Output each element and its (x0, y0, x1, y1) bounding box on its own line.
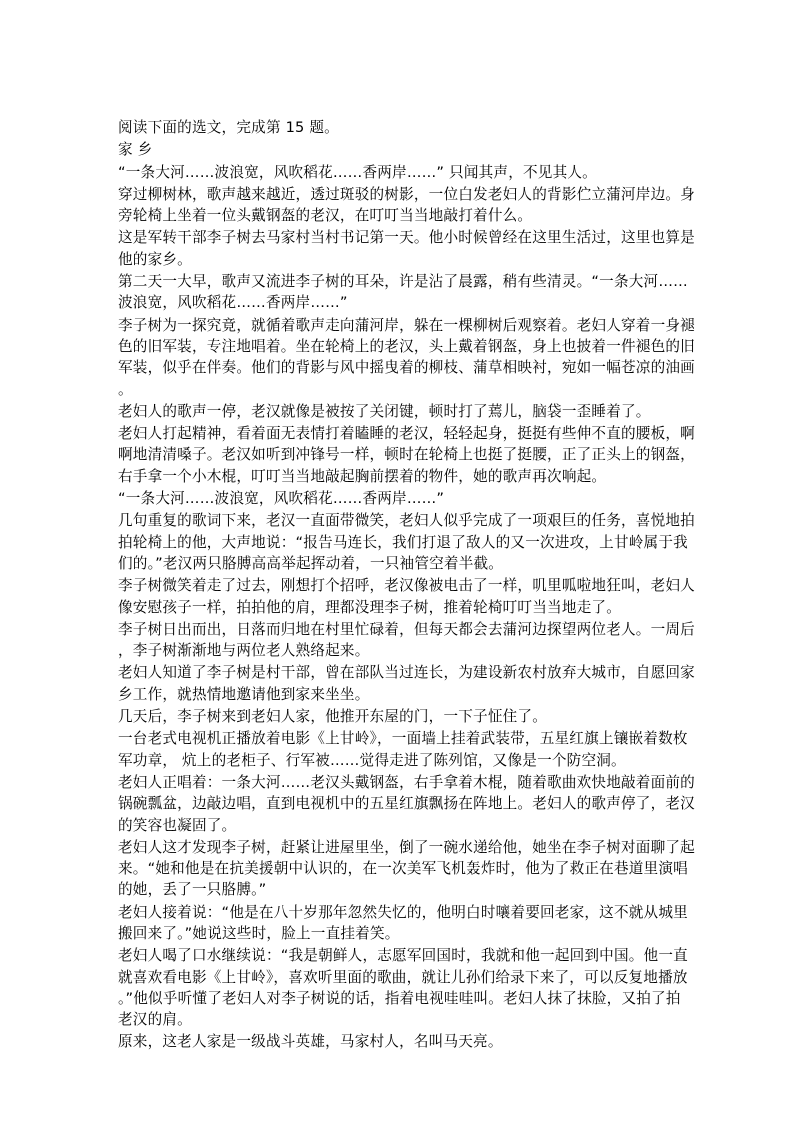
paragraph (118, 902, 688, 945)
paragraph-line: 。 (118, 380, 133, 398)
paragraph-line: 啊地清清嗓子。老汉如听到冲锋号一样，顿时在轮椅上也挺了挺腰，正了正头上的钢盔， (118, 446, 695, 464)
paragraph-line: 拍轮椅上的他，大声地说：“报告马连长，我们打退了敌人的又一次进攻，上甘岭属于我 (118, 533, 688, 551)
paragraph (118, 423, 695, 487)
paragraph-line: 第二天一大早，歌声又流进李子树的耳朵，许是沾了晨露，稍有些清灵。“一条大河…… (118, 273, 688, 291)
paragraph-line: 李子树日出而出，日落而归地在村里忙碌着，但每天都会去蒲河边探望两位老人。一周后 (118, 620, 695, 638)
paragraph-line: 他的家乡。 (118, 250, 192, 268)
paragraph-line: “一条大河……波浪宽，风吹稻花……香两岸……” (118, 490, 445, 508)
paragraph-line: 老汉的肩。 (118, 1011, 192, 1029)
paragraph-line: 军功章， 炕上的老柜子、行军被……觉得走进了陈列馆，又像是一个防空洞。 (118, 751, 626, 769)
paragraph (118, 619, 695, 662)
paragraph-line: 波浪宽，风吹稻花……香两岸……” (118, 294, 348, 312)
instruction (118, 117, 688, 138)
paragraph-line: 搬回来了。”她说这些时，脸上一直挂着笑。 (118, 924, 400, 942)
paragraph-line: 几天后，李子树来到老妇人家，他推开东屋的门，一下子怔住了。 (118, 708, 548, 726)
paragraph-line: 这是军转干部李子树去马家村当村书记第一天。他小时候曾经在这里生活过，这里也算是 (118, 229, 695, 247)
paragraph-line: 锅碗瓢盆，边敲边唱，直到电视机中的五星红旗飘扬在阵地上。老妇人的歌声停了，老汉 (118, 795, 695, 813)
paragraph (118, 662, 695, 705)
paragraph (118, 162, 688, 183)
paragraph-line: 色的旧军装，专注地唱着。坐在轮椅上的老汉，头上戴着钢盔，身上也披着一件褪色的旧 (118, 337, 695, 355)
article-title-text: 家 乡 (118, 141, 153, 159)
paragraph (118, 271, 688, 314)
paragraph-line: 的她，丢了一只胳膊。” (118, 881, 267, 899)
paragraph (118, 184, 695, 227)
paragraph-line: 老妇人这才发现李子树，赶紧让进屋里坐，倒了一碗水递给他，她坐在李子树对面聊了起 (118, 838, 695, 856)
paragraph-line: 军装，似乎在伴奏。他们的背影与风中摇曳着的柳枝、蒲草相映衬，宛如一幅苍凉的油画 (118, 359, 695, 377)
paragraph (118, 837, 695, 901)
article-title (118, 139, 688, 160)
paragraph-line: 原来，这老人家是一级战斗英雄，马家村人，名叫马天亮。 (118, 1033, 503, 1051)
paragraph-line: 。”他似乎听懂了老妇人对李子树说的话，指着电视哇哇叫。老妇人抹了抹脸，又拍了拍 (118, 989, 681, 1007)
paragraph (118, 945, 688, 1030)
paragraph-line: 就喜欢看电影《上甘岭》，喜欢听里面的歌曲，就让儿孙们给录下来了，可以反复地播放 (118, 968, 688, 986)
paragraph-line: 的笑容也凝固了。 (118, 816, 237, 834)
paragraph (118, 728, 688, 771)
paragraph-line: 老妇人知道了李子树是村干部，曾在部队当过连长，为建设新农村放弃大城市，自愿回家 (118, 664, 695, 682)
paragraph (118, 227, 695, 270)
paragraph-line: 老妇人打起精神，看着面无表情打着瞌睡的老汉，轻轻起身，挺挺有些伸不直的腰板，啊 (118, 425, 695, 443)
instruction-text: 阅读下面的选文，完成第 15 题。 (118, 119, 339, 136)
paragraph-line: 老妇人的歌声一停，老汉就像是被按了关闭键，顿时打了蔫儿，脑袋一歪睡着了。 (118, 402, 651, 420)
paragraph (118, 488, 688, 509)
paragraph-line: “一条大河……波浪宽，风吹稻花……香两岸……” 只闻其声，不见其人。 (118, 163, 597, 181)
paragraph-line: 老妇人接着说：“他是在八十岁那年忽然失忆的，他明白时嚷着要回老家，这不就从城里 (118, 903, 688, 921)
paragraph-line: 几句重复的歌词下来，老汉一直面带微笑，老妇人似乎完成了一项艰巨的任务，喜悦地拍 (118, 512, 695, 530)
article-paragraphs (118, 162, 695, 1053)
paragraph (118, 401, 688, 422)
paragraph (118, 1031, 688, 1052)
paragraph-line: 乡工作，就热情地邀请他到家来坐坐。 (118, 685, 370, 703)
paragraph (118, 706, 688, 727)
paragraph (118, 510, 695, 574)
paragraph-line: 旁轮椅上坐着一位头戴钢盔的老汉，在叮叮当当地敲打着什么。 (118, 207, 533, 225)
paragraph-line: 们的。”老汉两只胳膊高高举起挥动着，一只袖管空着半截。 (118, 554, 504, 572)
paragraph-line: 来。“她和他是在抗美援朝中认识的，在一次美军飞机轰炸时，他为了救正在巷道里演唱 (118, 860, 688, 878)
paragraph (118, 575, 695, 618)
paragraph-line: 一台老式电视机正播放着电影《上甘岭》，一面墙上挂着武装带，五星红旗上镶嵌着数枚 (118, 730, 688, 748)
paragraph-line: 老妇人正唱着：一条大河……老汉头戴钢盔，右手拿着木棍，随着歌曲欢快地敲着面前的 (118, 773, 695, 791)
document-body (118, 117, 695, 1054)
paragraph-line: 李子树微笑着走了过去，刚想打个招呼，老汉像被电击了一样，叽里呱啦地狂叫，老妇人 (118, 577, 695, 595)
paragraph-line: 穿过柳树林，歌声越来越近，透过斑驳的树影，一位白发老妇人的背影伫立蒲河岸边。身 (118, 185, 695, 203)
paragraph-line: 老妇人喝了口水继续说：“我是朝鲜人，志愿军回国时，我就和他一起回到中国。他一直 (118, 947, 688, 965)
paragraph-line: ，李子树渐渐地与两位老人熟络起来。 (118, 642, 370, 660)
paragraph (118, 315, 695, 400)
paragraph-line: 像安慰孩子一样，拍拍他的肩，理都没理李子树，推着轮椅叮叮当当地走了。 (118, 598, 621, 616)
paragraph-line: 李子树为一探究竟，就循着歌声走向蒲河岸，躲在一棵柳树后观察着。老妇人穿着一身褪 (118, 316, 695, 334)
paragraph-line: 右手拿一个小木棍，叮叮当当地敲起胸前摆着的物件，她的歌声再次响起。 (118, 467, 607, 485)
paragraph (118, 772, 695, 836)
